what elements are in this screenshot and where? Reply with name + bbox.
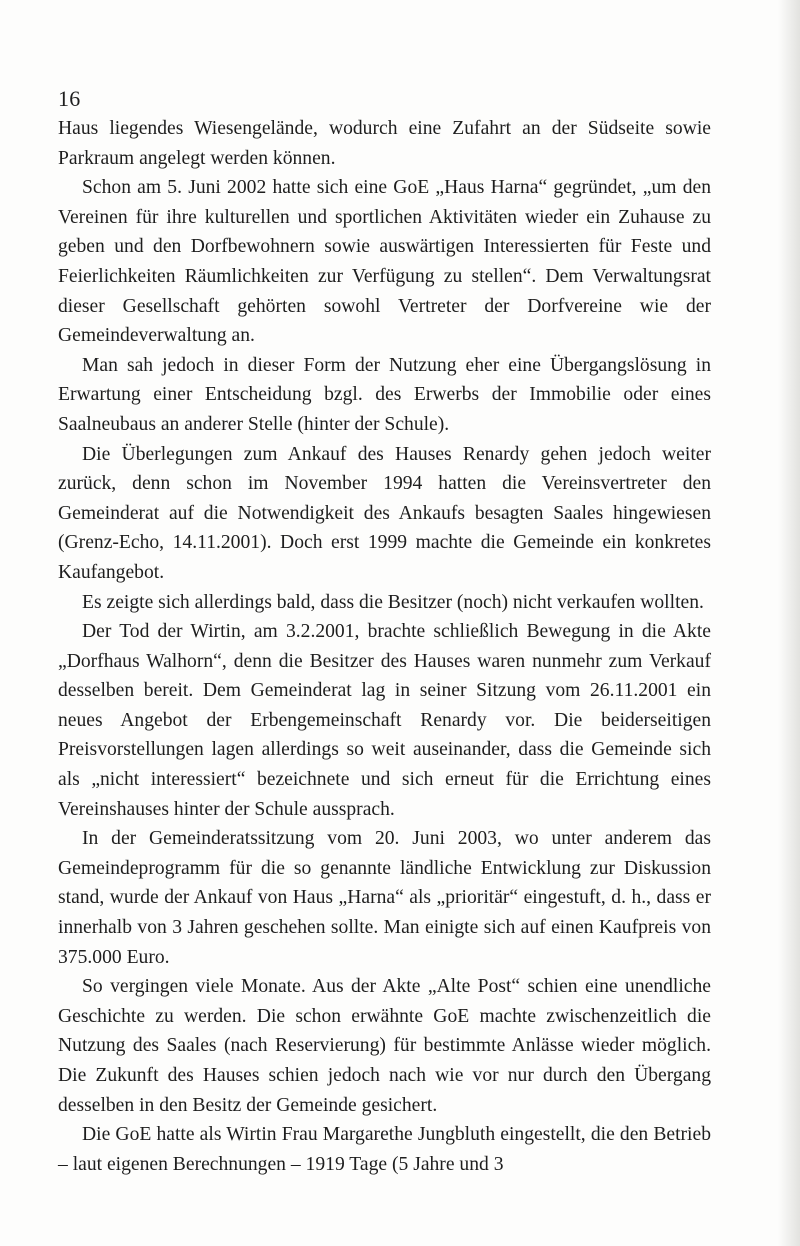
paragraph: So vergingen viele Monate. Aus der Akte „Alte Post“ schien eine unendliche Geschichte zu werden. Die schon erwähnte GoE machte zwischenzeitlich die Nutzung des Saales (nach Reservierung) für bestimmte Anlässe wieder möglich. Die Zukunft des Hauses schien jedoch nach wie vor nur durch den Übergang desselben in den Besitz der Gemeinde gesichert. — [58, 976, 711, 1116]
paragraph: Der Tod der Wirtin, am 3.2.2001, brachte schließlich Bewegung in die Akte „Dorfhaus Walhorn“, denn die Besitzer des Hauses waren nunmehr zum Verkauf desselben bereit. Dem Gemeinderat lag in seiner Sitzung vom 26.11.2001 ein neues Angebot der Erbengemeinschaft Renardy vor. Die beiderseitigen Preisvorstellungen lagen allerdings so weit auseinander, dass die Gemeinde sich als „nicht interessiert“ bezeichnete und sich erneut für die Errichtung eines Vereinshauses hinter der Schule aussprach. — [58, 621, 711, 820]
page-number: 16 — [58, 86, 81, 111]
paragraph: Die GoE hatte als Wirtin Frau Margarethe Jungbluth eingestellt, die den Betrieb – laut eigenen Berechnungen – 1919 Tage (5 Jahre und 3 — [58, 1124, 711, 1175]
paragraph: Es zeigte sich allerdings bald, dass die Besitzer (noch) nicht verkaufen wollten. — [82, 591, 704, 613]
body-text — [58, 114, 711, 1179]
paragraph: Die Überlegungen zum Ankauf des Hauses Renardy gehen jedoch weiter zurück, denn schon im November 1994 hatten die Vereinsvertreter den Gemeinderat auf die Notwendigkeit des Ankaufs besagten Saales hingewiesen (Grenz-Echo, 14.11.2001). Doch erst 1999 machte die Gemeinde ein konkretes Kaufangebot. — [58, 443, 711, 583]
paragraph: In der Gemeinderatssitzung vom 20. Juni 2003, wo unter anderem das Gemeindeprogramm für die so genannte ländliche Entwicklung zur Diskussion stand, wurde der Ankauf von Haus „Harna“ als „prioritär“ eingestuft, d. h., dass er innerhalb von 3 Jahren geschehen sollte. Man einigte sich auf einen Kaufpreis von 375.000 Euro. — [58, 828, 711, 968]
paragraph: Schon am 5. Juni 2002 hatte sich eine GoE „Haus Harna“ gegründet, „um den Vereinen für ihre kulturellen und sportlichen Aktivitäten wieder ein Zuhause zu geben und den Dorfbewohnern sowie auswärtigen Interessierten für Feste und Feierlichkeiten Räumlichkeiten zur Verfügung zu stellen“. Dem Verwaltungsrat dieser Gesellschaft gehörten sowohl Vertreter der Dorfvereine wie der Gemeindeverwaltung an. — [58, 177, 711, 347]
page-edge-shadow — [778, 0, 800, 1246]
paragraph: Man sah jedoch in dieser Form der Nutzung eher eine Übergangslösung in Erwartung einer Entscheidung bzgl. des Erwerbs der Immobilie oder eines Saalneubaus an anderer Stelle (hinter der Schule). — [58, 354, 711, 435]
paragraph-continuation: Haus liegendes Wiesengelände, wodurch eine Zufahrt an der Südseite sowie Parkraum angelegt werden können. — [58, 118, 711, 169]
